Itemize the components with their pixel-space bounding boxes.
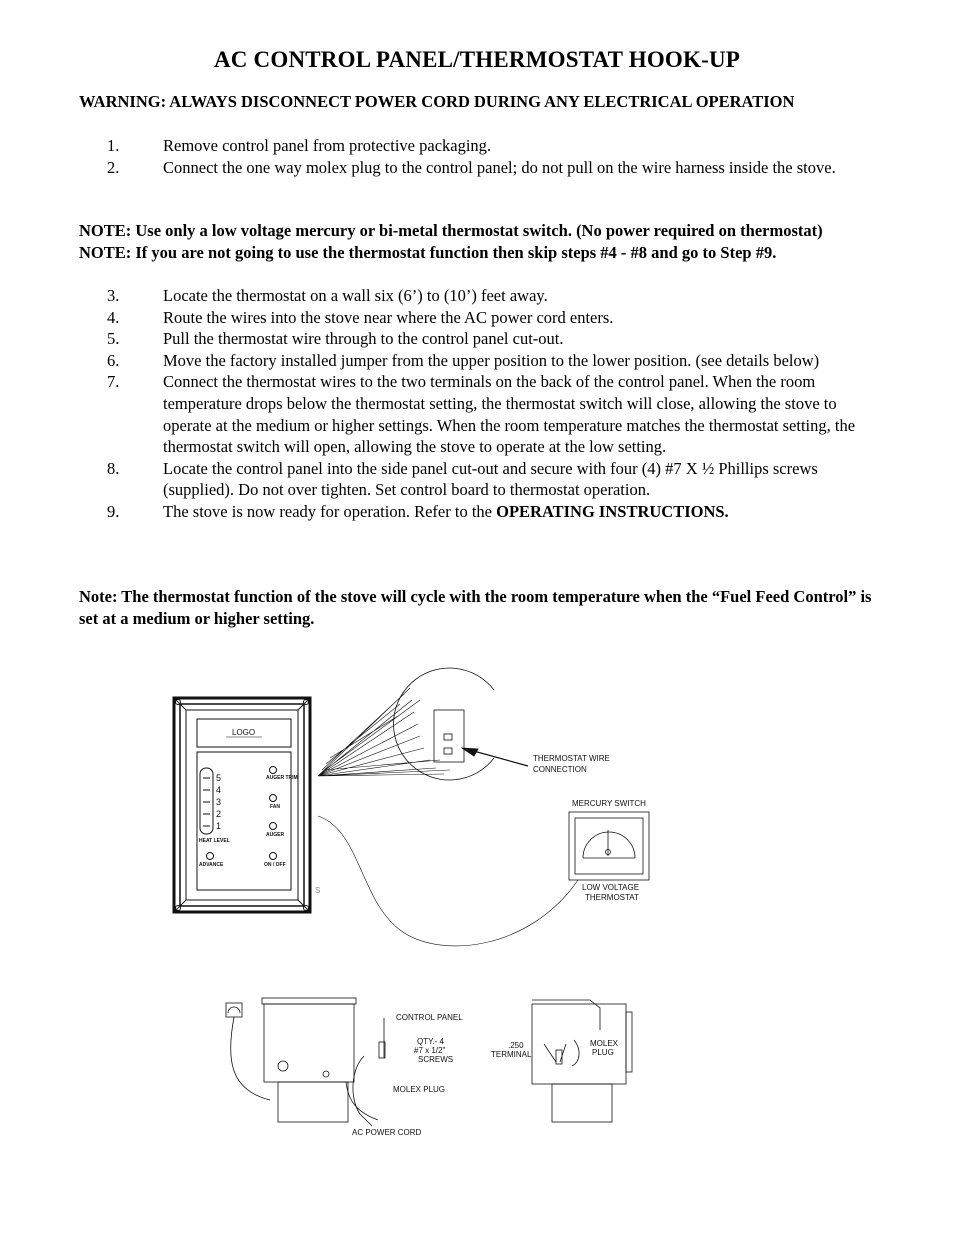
- stove-rear-view: [532, 1000, 632, 1122]
- molex-right-label-1: MOLEX: [590, 1039, 619, 1048]
- step-text: Connect the thermostat wires to the two terminals on the back of the control panel. When the room temperature drops below the thermostat setting, the thermostat switch will close, allowing the stove to operate at the medium or higher settings. When the room temperature matches the thermostat setting, the thermostat switch will open, allowing the stove to operate at the low setting.: [163, 372, 856, 457]
- step-text: Locate the thermostat on a wall six (6’) to (10’) feet away.: [163, 286, 548, 305]
- level-3: 3: [216, 797, 222, 807]
- thermostat-wire-label-2: CONNECTION: [533, 765, 587, 774]
- step-text: Route the wires into the stove near where the AC power cord enters.: [163, 307, 614, 327]
- warning-text: WARNING: ALWAYS DISCONNECT POWER CORD DURING ANY ELECTRICAL OPERATION: [79, 92, 795, 111]
- note-low-voltage: NOTE: Use only a low voltage mercury or bi-metal thermostat switch. (No power required on thermostat): [79, 221, 823, 240]
- level-4: 4: [216, 785, 222, 795]
- page-title: AC CONTROL PANEL/THERMOSTAT HOOK-UP: [213, 47, 741, 72]
- control-panel-label: CONTROL PANEL: [396, 1013, 463, 1022]
- stove-side-view: [226, 998, 385, 1126]
- step-number: 6.: [107, 350, 120, 370]
- heat-level-label: HEAT LEVEL: [199, 838, 230, 844]
- step-number: 4.: [107, 307, 120, 327]
- level-1: 1: [216, 821, 222, 831]
- step-number: 5.: [107, 329, 120, 349]
- panel-logo: LOGO: [232, 728, 256, 737]
- operating-instructions-ref: OPERATING INSTRUCTIONS.: [496, 501, 729, 521]
- step-text: Remove control panel from protective packaging.: [163, 136, 492, 155]
- screw-size-label: #7 x 1/2": [414, 1046, 446, 1055]
- molex-plug-label: MOLEX PLUG: [393, 1085, 446, 1094]
- auger-trim-label: AUGER TRIM: [266, 775, 298, 781]
- level-5: 5: [216, 773, 222, 783]
- ac-power-cord-label: AC POWER CORD: [352, 1128, 422, 1137]
- step-text: Locate the control panel into the side panel cut-out and secure with four (4) #7 X ½ Phillips screws (supplied). Do not over tighten. Set control board to thermostat operation.: [163, 458, 818, 500]
- thermostat-wire: [318, 816, 578, 946]
- step-text: Pull the thermostat wire through to the control panel cut-out.: [163, 329, 564, 349]
- detail-circle: [394, 668, 528, 780]
- terminal-label: TERMINAL: [491, 1050, 532, 1059]
- low-voltage-label: LOW VOLTAGE: [582, 883, 640, 892]
- note-thermostat-cycle: Note: The thermostat function of the stove will cycle with the room temperature when the “Fuel Feed Control” is set at a medium or higher setting.: [79, 587, 872, 628]
- qty-label: QTY.- 4: [417, 1037, 444, 1046]
- step-number: 9.: [107, 501, 120, 521]
- note-skip-steps: NOTE: If you are not going to use the thermostat function then skip steps #4 - #8 and go to Step #9.: [79, 242, 777, 262]
- auger-label: AUGER: [266, 832, 285, 838]
- fan-label: FAN: [270, 804, 280, 810]
- advance-label: ADVANCE: [199, 862, 224, 868]
- screws-label: SCREWS: [418, 1055, 454, 1064]
- thermostat-icon: [569, 812, 649, 880]
- s-mark: S: [315, 886, 321, 895]
- level-2: 2: [216, 809, 222, 819]
- mercury-switch-label: MERCURY SWITCH: [572, 799, 646, 808]
- step-number: 8.: [107, 458, 120, 478]
- step-text: The stove is now ready for operation. Refer to the: [163, 501, 497, 521]
- step-text: Connect the one way molex plug to the control panel; do not pull on the wire harness inside the stove.: [163, 157, 836, 177]
- thermostat-label: THERMOSTAT: [585, 893, 639, 902]
- step-number: 1.: [107, 136, 120, 155]
- step-number: 3.: [107, 286, 120, 305]
- step-number: 2.: [107, 157, 120, 177]
- step-number: 7.: [107, 372, 120, 392]
- thermostat-wire-label-1: THERMOSTAT WIRE: [533, 754, 610, 763]
- terminal-size-label: .250: [508, 1041, 524, 1050]
- molex-right-label-2: PLUG: [592, 1048, 614, 1057]
- on-off-label: ON / OFF: [264, 862, 286, 868]
- step-text: Move the factory installed jumper from the upper position to the lower position. (see details below): [163, 350, 820, 370]
- zoom-lines: [318, 688, 450, 776]
